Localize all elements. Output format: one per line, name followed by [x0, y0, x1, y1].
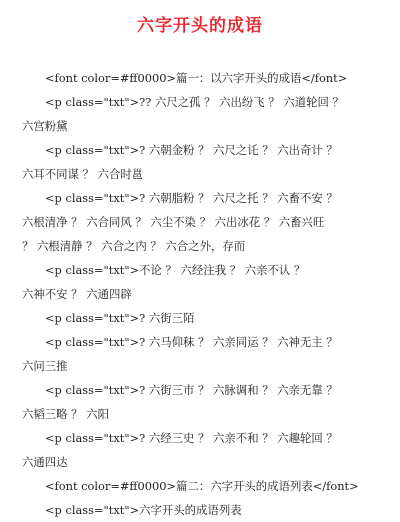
- text-line: 六神不安 ？ 六通四辟: [22, 287, 132, 301]
- text-line: <p class="txt">? 六马仰秣 ？ 六亲同运 ？ 六神无主 ？: [45, 335, 338, 349]
- text-line: 六问三推: [22, 359, 68, 373]
- text-line: ？ 六根清静 ？ 六合之内 ？ 六合之外，存而: [22, 239, 246, 253]
- text-line: <p class="txt">? 六街三市 ？ 六脉调和 ？ 六亲无靠 ？: [45, 383, 338, 397]
- text-line: <p class="txt">? 六经三史 ？ 六亲不和 ？ 六趣轮回 ？: [45, 431, 338, 445]
- text-line: <p class="txt">? 六街三陌: [45, 311, 195, 325]
- document-body: [0, 66, 400, 522]
- page-title: 六字开头的成语: [137, 16, 263, 36]
- text-line: <p class="txt">?? 六尺之孤 ？ 六出纷飞 ？ 六道轮回 ？: [45, 95, 344, 109]
- text-line: 六通四达: [22, 455, 68, 469]
- text-line: 六韬三略 ？ 六阳: [22, 407, 109, 421]
- text-line: 六根清净 ？ 六合同风 ？ 六尘不染 ？ 六出冰花 ？ 六畜兴旺: [22, 215, 325, 229]
- text-line: 六宫粉黛: [22, 119, 68, 133]
- text-line: <p class="txt">? 六朝脂粉 ？ 六尺之托 ？ 六畜不安 ？: [45, 191, 338, 205]
- text-line: <p class="txt">六字开头的成语列表: [45, 503, 242, 517]
- text-line: <font color=#ff0000>篇二：六字开头的成语列表</font>: [45, 479, 359, 493]
- text-line: <p class="txt">不论 ？ 六经注我 ？ 六亲不认 ？: [45, 263, 306, 277]
- text-line: <p class="txt">? 六朝金粉 ？ 六尺之讬 ？ 六出奇计 ？: [45, 143, 338, 157]
- text-line: <font color=#ff0000>篇一：以六字开头的成语</font>: [45, 71, 348, 85]
- text-line: 六耳不同谋 ？ 六合时邕: [22, 167, 144, 181]
